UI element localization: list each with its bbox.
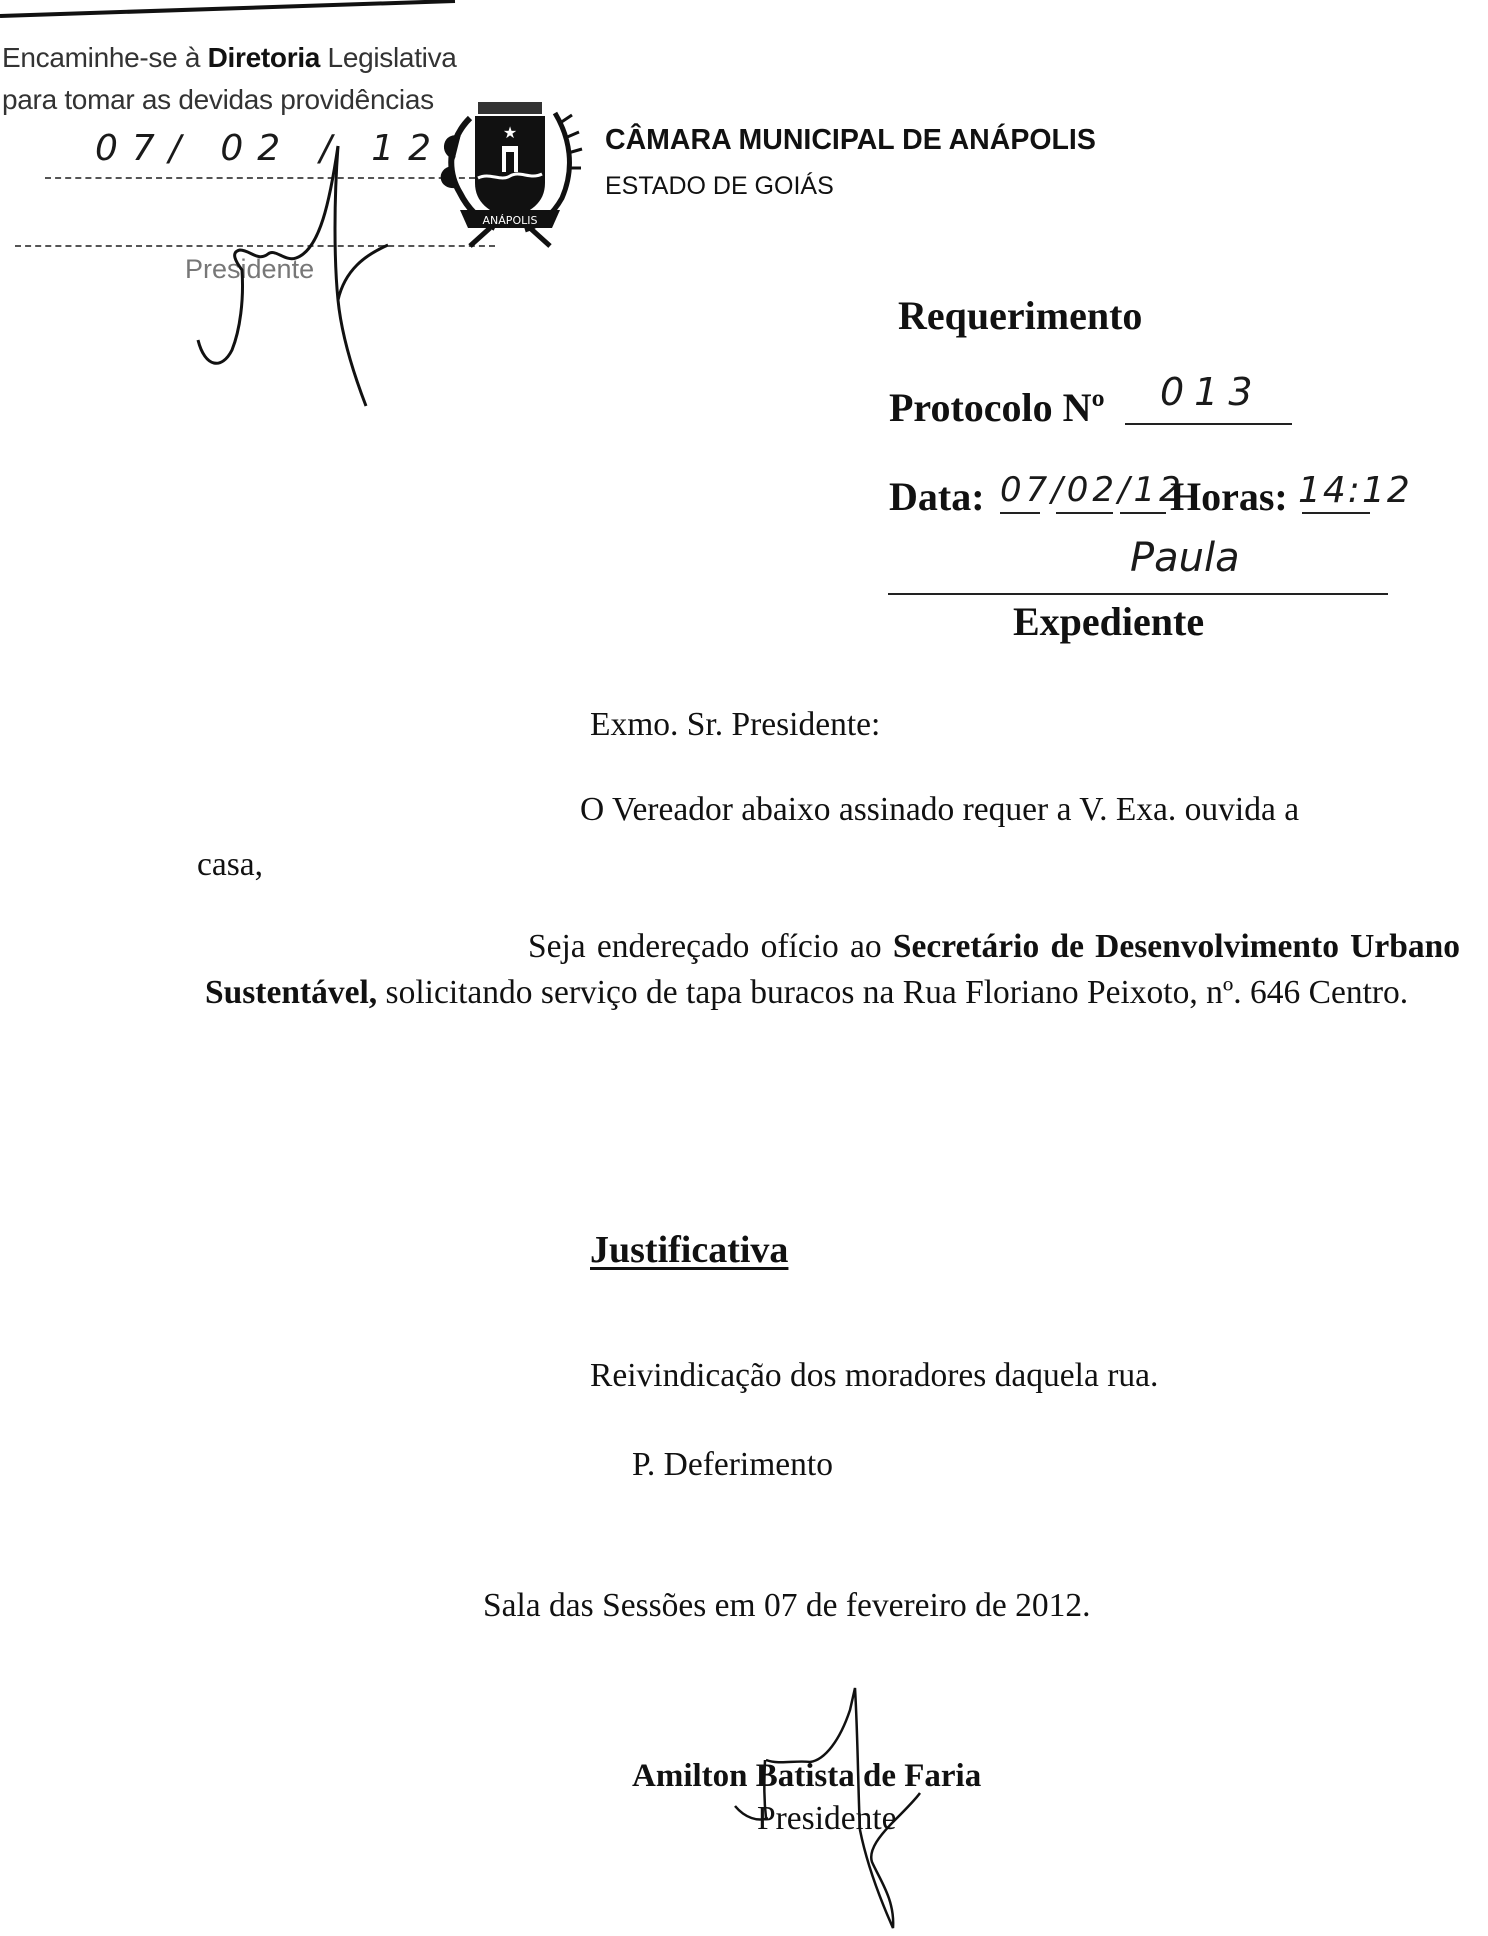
date-underline-year xyxy=(1120,512,1166,514)
coat-of-arms-icon xyxy=(430,98,590,248)
stamp-signature-line xyxy=(15,245,495,247)
stamp-signer-label: Presidente xyxy=(185,254,315,284)
request-prefix: Seja endereçado ofício ao xyxy=(528,928,893,965)
date-underline-month xyxy=(1056,512,1113,514)
initials-signature: Paula xyxy=(1130,535,1240,581)
request-recipient: Secretário de Desenvolvimento Urbano Sustentável, xyxy=(205,928,1461,1011)
stamp-line-1-bold: Diretoria xyxy=(207,42,321,73)
justification-text: Reivindicação dos moradores daquela rua. xyxy=(590,1357,1159,1394)
top-edge-line xyxy=(0,1,455,16)
time-underline xyxy=(1302,512,1370,514)
protocol-underline xyxy=(1125,423,1292,425)
institution-name: CÂMARA MUNICIPAL DE ANÁPOLIS xyxy=(605,124,1096,156)
stamp-line-1 xyxy=(2,42,457,74)
justification-heading: Justificativa xyxy=(590,1229,789,1271)
stamp-line-2: para tomar as devidas providências xyxy=(2,84,434,115)
request-paragraph xyxy=(205,924,1460,1016)
salutation: Exmo. Sr. Presidente: xyxy=(590,706,881,743)
protocol-label: Protocolo Nº xyxy=(889,385,1105,430)
svg-text:★: ★ xyxy=(502,123,518,142)
time-label: Horas: xyxy=(1170,474,1288,519)
intro-continuation: casa, xyxy=(197,846,264,883)
date-value: 07/02/12 xyxy=(1000,470,1185,510)
department-label: Expediente xyxy=(1013,599,1205,644)
date-label: Data: xyxy=(889,474,985,519)
closing: P. Deferimento xyxy=(632,1446,833,1483)
document-type: Requerimento xyxy=(898,293,1143,338)
state-name: ESTADO DE GOIÁS xyxy=(605,172,834,200)
department-line xyxy=(888,593,1388,595)
signer-title: Presidente xyxy=(757,1800,897,1837)
stamp-line-1-suffix: Legislativa xyxy=(320,42,457,73)
request-suffix: solicitando serviço de tapa buracos na Rua Floriano Peixoto, nº. 646 Centro. xyxy=(377,974,1409,1011)
stamp-line-1-prefix: Encaminhe-se à xyxy=(2,42,208,73)
intro-text: O Vereador abaixo assinado requer a V. Exa. ouvida a xyxy=(580,791,1300,828)
emblem-ribbon-text: ANÁPOLIS xyxy=(482,214,538,227)
place-date: Sala das Sessões em 07 de fevereiro de 2012. xyxy=(483,1587,1091,1624)
stamp-handwritten-date: 07/ 02 / 12 xyxy=(95,128,446,169)
stamp-date-line xyxy=(45,177,475,179)
signer-name: Amilton Batista de Faria xyxy=(632,1758,982,1794)
date-underline-day xyxy=(1000,512,1040,514)
stamp-signature-stroke xyxy=(335,146,388,406)
time-value: 14:12 xyxy=(1298,470,1412,511)
protocol-value: 013 xyxy=(1160,370,1263,414)
